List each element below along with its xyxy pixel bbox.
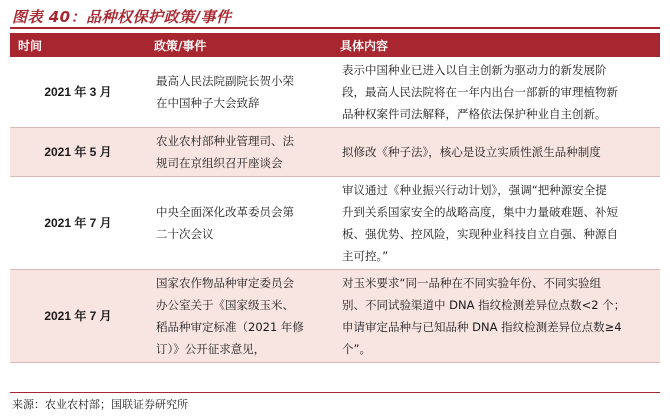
table-body — [10, 57, 660, 363]
cell-detail — [332, 128, 660, 177]
detail-text-line: 别、不同试验渠道中 DNA 指纹检测差异位点数<2 个； — [342, 298, 626, 312]
event-text-line: 规司在京组织召开座谈会 — [156, 156, 283, 170]
cell-event — [146, 128, 332, 177]
cell-detail — [332, 177, 660, 270]
cell-event — [146, 177, 332, 270]
event-text-line: 中央全面深化改革委员会第 — [156, 205, 294, 219]
event-text-line: 农业农村部种业管理司、法 — [156, 134, 294, 148]
detail-text-line: 升到关系国家安全的战略高度，集中力量破难题、补短 — [342, 205, 618, 219]
detail-text-line: 拟修改《种子法》，核心是设立实质性派生品种制度 — [342, 145, 601, 159]
cell-event — [146, 57, 332, 128]
event-text-line: 最高人民法院副院长贺小荣 — [156, 74, 294, 88]
detail-text-line: 对玉米要求“同一品种在不同实验年份、不同实验组 — [342, 276, 601, 290]
event-text-line: 国家农作物品种审定委员会 — [156, 276, 294, 290]
event-text-line: 办公室关于《国家级玉米、 — [156, 298, 294, 312]
cell-detail — [332, 57, 660, 128]
cell-time: 2021 年 7 月 — [10, 270, 146, 363]
source-note: 来源：农业农村部；国联证券研究所 — [12, 398, 188, 411]
detail-text-line: 表示中国种业已进入以自主创新为驱动力的新发展阶 — [342, 63, 607, 77]
detail-text-line: 申请审定品种与已知品种 DNA 指纹检测差异位点数≥4 — [342, 320, 622, 334]
detail-text-line: 品种权案件司法解释，严格依法保护种业自主创新。 — [342, 107, 607, 121]
event-text-line: 订）》公开征求意见， — [156, 342, 266, 356]
title-divider — [10, 27, 660, 29]
detail-text-line: 板、强优势、控风险，实现种业科技自立自强、种源自 — [342, 227, 618, 241]
table-row — [10, 57, 660, 128]
cell-time: 2021 年 5 月 — [10, 128, 146, 177]
table-row — [10, 177, 660, 270]
event-text-line: 在中国种子大会致辞 — [156, 96, 260, 110]
detail-text-line: 审议通过《种业振兴行动计划》，强调“把种源安全提 — [342, 183, 607, 197]
event-text-line: 稻品种审定标准（2021 年修 — [156, 320, 304, 334]
detail-text-line: 段，最高人民法院将在一年内出台一部新的审理植物新 — [342, 85, 618, 99]
policy-events-table — [10, 33, 660, 363]
cell-event — [146, 270, 332, 363]
header-detail: 具体内容 — [332, 33, 660, 57]
table-row — [10, 270, 660, 363]
detail-text-line: 个”。 — [342, 342, 371, 356]
table-header-row — [10, 33, 660, 57]
detail-text-line: 主可控。” — [342, 249, 389, 263]
header-event: 政策/事件 — [146, 33, 332, 57]
cell-time: 2021 年 3 月 — [10, 57, 146, 128]
source-divider — [10, 392, 660, 393]
cell-time: 2021 年 7 月 — [10, 177, 146, 270]
cell-detail — [332, 270, 660, 363]
figure-title: 图表 40：品种权保护政策/事件 — [12, 8, 232, 26]
event-text-line: 二十次会议 — [156, 227, 214, 241]
header-time: 时间 — [10, 33, 146, 57]
table-row — [10, 128, 660, 177]
